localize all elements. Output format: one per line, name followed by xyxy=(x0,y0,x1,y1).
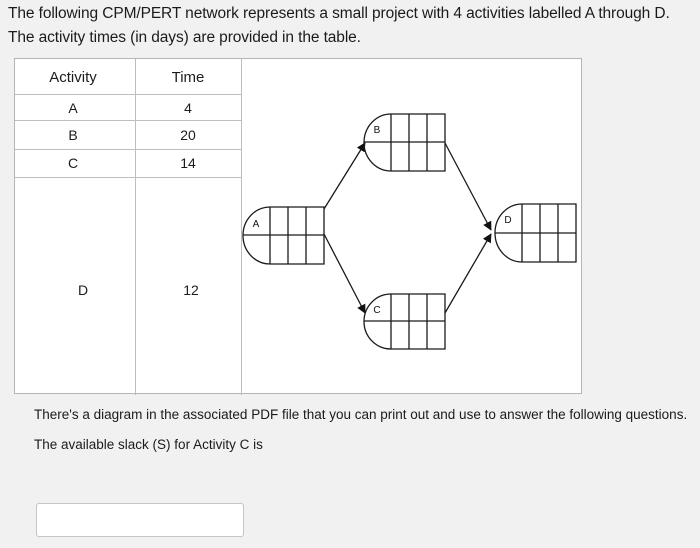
node-label-b: B xyxy=(373,125,381,136)
table-cell-activity-b: B xyxy=(68,127,78,143)
table-header-activity: Activity xyxy=(49,69,97,86)
node-label-c: C xyxy=(373,305,381,316)
table-cell-activity-c: C xyxy=(67,155,79,171)
node-label-d: D xyxy=(504,215,512,226)
question-text: The available slack (S) for Activity C is xyxy=(34,437,263,452)
intro-line-2: The activity times (in days) are provided in the table. xyxy=(8,29,361,46)
pdf-note: There's a diagram in the associated PDF file that you can print out and use to answer the following questions. xyxy=(34,407,688,422)
network-node-b xyxy=(364,114,445,171)
arc-a-to-c xyxy=(324,234,365,313)
arc-c-to-d xyxy=(445,234,491,313)
followup-text xyxy=(34,404,694,456)
network-diagram xyxy=(15,59,583,395)
problem-intro xyxy=(8,2,698,50)
table-cell-activity-d: D xyxy=(77,282,89,298)
answer-input[interactable] xyxy=(36,503,244,537)
problem-figure xyxy=(14,58,582,394)
table-cell-activity-a: A xyxy=(68,100,78,116)
intro-line-1: The following CPM/PERT network represents a small project with 4 activities labelled A through D. xyxy=(8,5,670,22)
table-cell-time-a: 4 xyxy=(184,100,192,116)
table-cell-time-d: 12 xyxy=(183,282,199,298)
arc-b-to-d xyxy=(445,143,491,230)
network-node-c xyxy=(364,294,445,349)
table-header-time: Time xyxy=(171,69,205,86)
network-node-d xyxy=(495,204,576,262)
network-node-a xyxy=(243,207,324,264)
node-label-a: A xyxy=(252,219,260,230)
table-cell-time-c: 14 xyxy=(180,155,196,171)
table-cell-time-b: 20 xyxy=(180,127,196,143)
arc-a-to-b xyxy=(324,143,365,209)
